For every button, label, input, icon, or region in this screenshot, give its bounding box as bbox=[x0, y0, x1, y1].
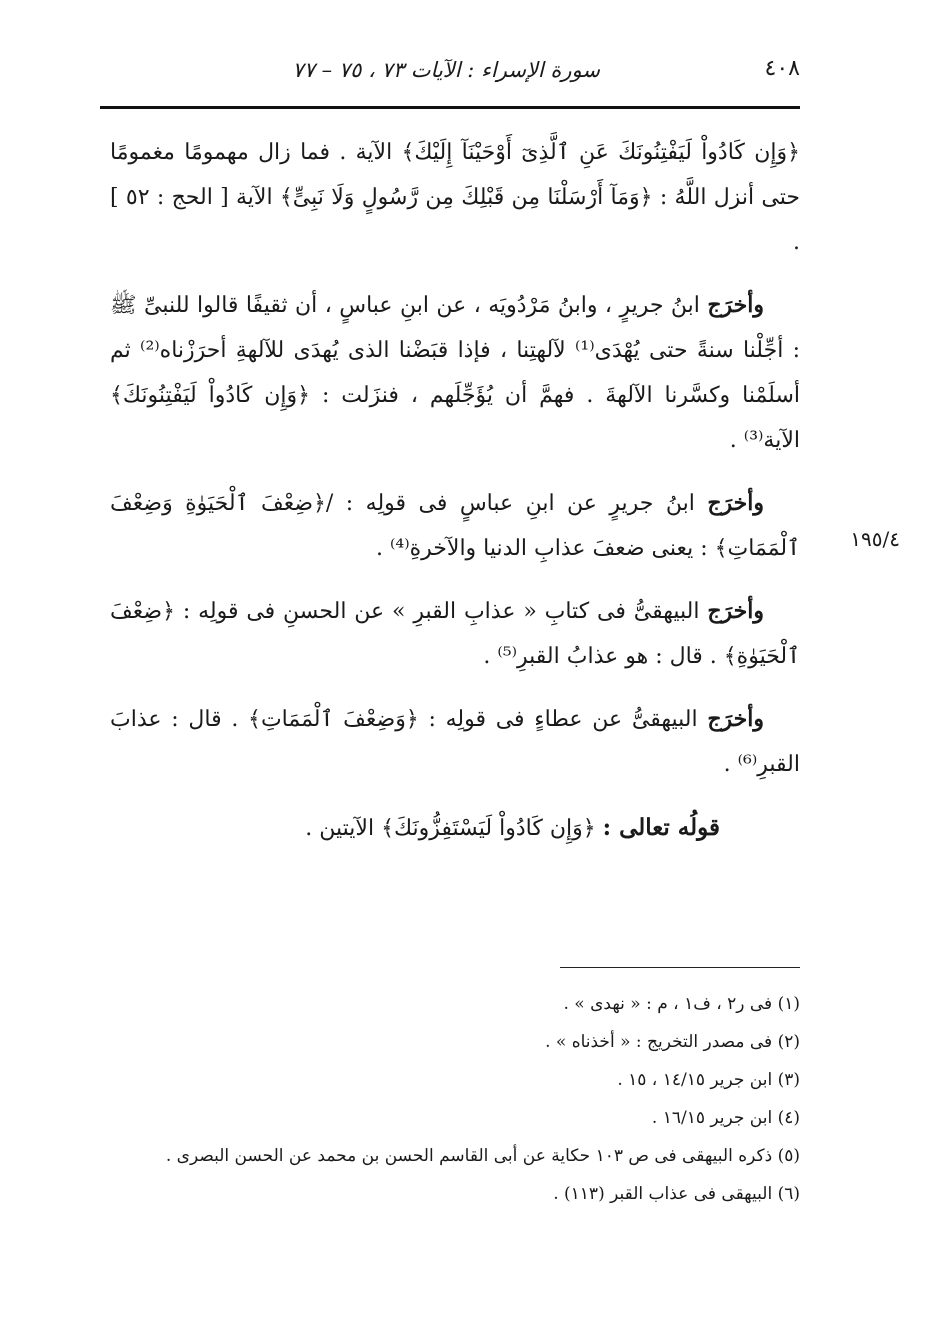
paragraph-2 bbox=[110, 283, 800, 463]
paragraph-5 bbox=[110, 697, 800, 787]
page-header bbox=[100, 52, 800, 92]
paragraph-text: ابنُ جريرٍ ، وابنُ مَرْدُويَه ، عن ابنِ عباسٍ ، أن ثقيفًا قالوا للنبىِّ ﷺ : أجِّلْنا سنةً حتى يُهْدَى⁽¹⁾ لآلهتِنا ، فإذا قبَضْنا الذى يُهدَى للآلهةِ أحرَزْناه⁽²⁾ ثم أسلَمْنا وكسَّرنا الآلهةَ . فهمَّ أن يُؤَجِّلَهم ، فنزَلت : ﴿وَإِن كَادُواْ لَيَفْتِنُونَكَ﴾ الآية⁽³⁾ . bbox=[110, 293, 800, 453]
paragraph-3 bbox=[110, 481, 800, 571]
paragraph-lead: وأخرَج bbox=[707, 598, 764, 624]
paragraph-lead: وأخرَج bbox=[707, 706, 764, 732]
heading-text: ﴿وَإِن كَادُواْ لَيَسْتَفِزُّونَكَ﴾ الآيتين . bbox=[305, 816, 603, 841]
verse-heading bbox=[110, 805, 800, 851]
paragraph-lead: وأخرَج bbox=[707, 292, 764, 318]
paragraph-text: البيهقىُّ عن عطاءٍ فى قولِه : ﴿وَضِعْفَ ٱلْمَمَاتِ﴾ . قال : عذابَ القبرِ⁽⁶⁾ . bbox=[110, 707, 800, 777]
footnote-2: (٢) فى مصدر التخريج : « أخذناه » . bbox=[545, 1032, 800, 1052]
running-title: سورة الإسراء : الآيات ٧٣ ، ٧٥ – ٧٧ bbox=[292, 58, 600, 82]
footnote-1: (١) فى ر٢ ، ف١ ، م : « نهدى » . bbox=[563, 994, 800, 1014]
footnote-3: (٣) ابن جرير ١٤/١٥ ، ١٥ . bbox=[617, 1070, 800, 1090]
main-text bbox=[110, 130, 800, 851]
page-number: ٤٠٨ bbox=[764, 56, 800, 81]
footnotes-list bbox=[110, 985, 800, 1213]
paragraph-1 bbox=[110, 130, 800, 265]
paragraph-text: ﴿وَإِن كَادُواْ لَيَفْتِنُونَكَ عَنِ ٱلَّذِىٓ أَوْحَيْنَآ إِلَيْكَ﴾ الآية . فما زال مهمومًا مغمومًا حتى أنزل اللَّهُ : ﴿وَمَآ أَرْسَلْنَا مِن قَبْلِكَ مِن رَّسُولٍ وَلَا نَبِىٍّ﴾ الآية [ الحج : ٥٢ ] . bbox=[110, 140, 801, 255]
footnote-5: (٥) ذكره البيهقى فى ص ١٠٣ حكاية عن أبى القاسم الحسن بن محمد عن الحسن البصرى . bbox=[165, 1146, 800, 1166]
footnote-6: (٦) البيهقى فى عذاب القبر (١١٣) . bbox=[553, 1184, 800, 1204]
heading-lead: قولُه تعالى : bbox=[602, 814, 720, 841]
header-rule bbox=[100, 106, 800, 109]
paragraph-4 bbox=[110, 589, 800, 679]
paragraph-text: البيهقىُّ فى كتابِ « عذابِ القبرِ » عن الحسنِ فى قولِه : ﴿ضِعْفَ ٱلْحَيَوٰةِ﴾ . قال : هو عذابُ القبرِ⁽⁵⁾ . bbox=[110, 599, 800, 669]
paragraph-text: ابنُ جريرٍ عن ابنِ عباسٍ فى قولِه : /﴿ضِعْفَ ٱلْحَيَوٰةِ وَضِعْفَ ٱلْمَمَاتِ﴾ : يعنى ضعفَ عذابِ الدنيا والآخرةِ⁽⁴⁾ . bbox=[110, 491, 800, 561]
paragraph-lead: وأخرَج bbox=[707, 490, 764, 516]
footnote-rule bbox=[560, 967, 800, 968]
margin-volume-page-note: ١٩٥/٤ bbox=[850, 527, 900, 551]
footnote-4: (٤) ابن جرير ١٦/١٥ . bbox=[651, 1108, 800, 1128]
